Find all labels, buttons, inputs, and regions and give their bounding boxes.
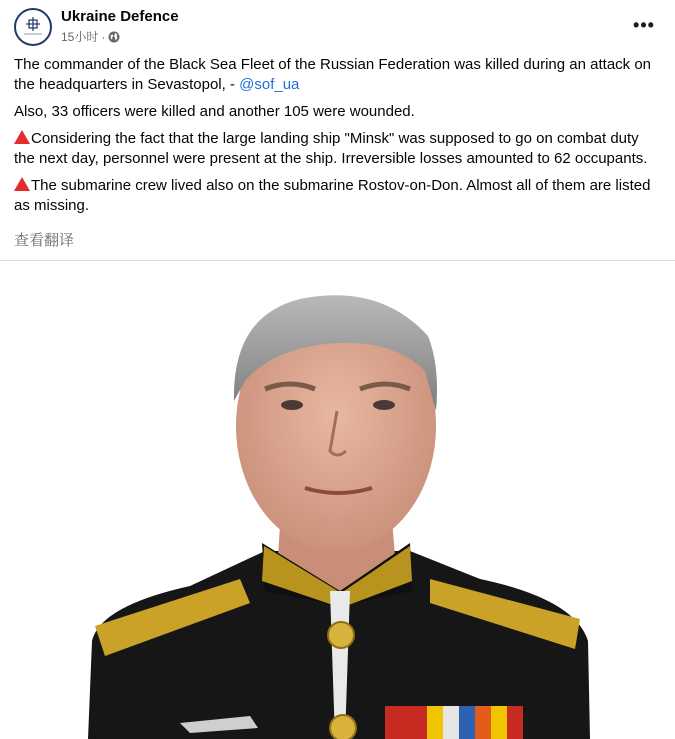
more-options-button[interactable]: ••• [633,14,655,35]
mention-link[interactable]: @sof_ua [239,76,300,93]
see-translation-link[interactable]: 查看翻译 [14,232,75,249]
post-header [0,0,675,52]
post-body [14,55,662,223]
post-paragraph-2: Also, 33 officers were killed and another 105 were wounded. [14,103,415,120]
paragraph-text: The submarine crew lived also on the submarine Rostov-on-Don. Almost all of them are listed as missing. [14,177,651,214]
ukraine-defence-logo-icon [18,12,48,42]
post-paragraph-1 [14,55,662,95]
post-paragraph-4 [14,176,662,216]
paragraph-text: The commander of the Black Sea Fleet of the Russian Federation was killed during an attack on the headquarters in Sevastopol, - [14,56,652,93]
portrait-photo [0,261,675,739]
post-photo[interactable] [0,261,675,739]
paragraph-text: Considering the fact that the large landing ship "Minsk" was supposed to go on combat duty the next day, personnel were present at the ship. Irreversible losses amounted to 62 occupants. [14,130,648,167]
page-avatar[interactable] [14,8,52,46]
post-meta [61,28,120,45]
red-triangle-icon [14,177,30,191]
red-triangle-icon [14,130,30,144]
meta-separator: · [101,29,106,44]
post-paragraph-3 [14,129,662,169]
post-time[interactable]: 15小时 [61,30,99,44]
globe-icon [108,31,120,43]
page-name[interactable]: Ukraine Defence [61,8,179,25]
